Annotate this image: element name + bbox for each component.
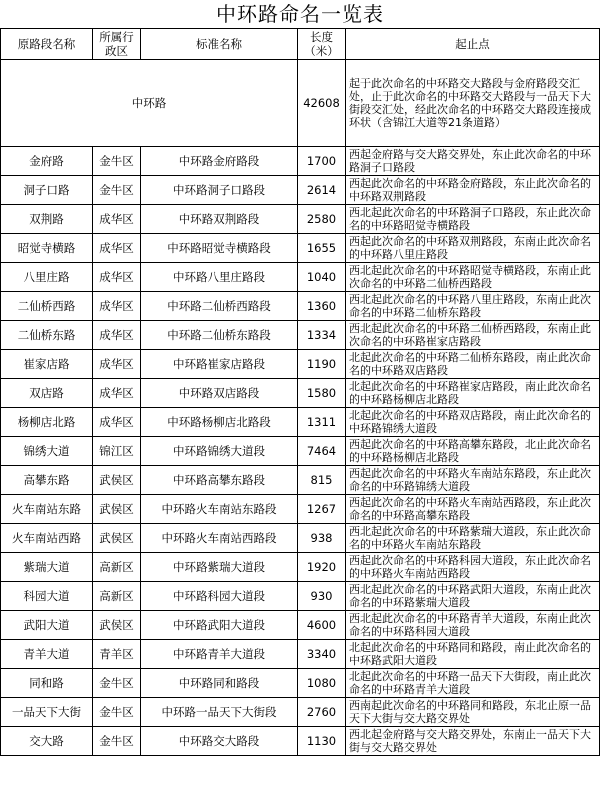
standard-name-cell: 中环路杨柳店北路段 xyxy=(141,408,298,437)
range-cell: 北起此次命名的中环路双店路段，南止此次命名的中环路锦绣大道段 xyxy=(346,408,600,437)
original-name-cell: 火车南站西路 xyxy=(1,524,93,553)
table-row xyxy=(1,466,600,495)
table-row xyxy=(1,234,600,263)
table-row xyxy=(1,205,600,234)
summary-row xyxy=(1,60,600,147)
standard-name-cell: 中环路昭觉寺横路段 xyxy=(141,234,298,263)
district-cell: 成华区 xyxy=(93,234,141,263)
length-cell: 1360 xyxy=(298,292,346,321)
standard-name-cell: 中环路紫瑞大道段 xyxy=(141,553,298,582)
original-name-cell: 武阳大道 xyxy=(1,611,93,640)
standard-name-cell: 中环路火车南站西路段 xyxy=(141,524,298,553)
range-cell: 西北起此次命名的中环路八里庄路段，东南止此次命名的中环路二仙桥东路段 xyxy=(346,292,600,321)
district-cell: 高新区 xyxy=(93,553,141,582)
table-row xyxy=(1,437,600,466)
length-cell: 1655 xyxy=(298,234,346,263)
length-cell: 1920 xyxy=(298,553,346,582)
district-cell: 成华区 xyxy=(93,292,141,321)
standard-name-cell: 中环路同和路段 xyxy=(141,669,298,698)
table-row xyxy=(1,379,600,408)
standard-name-cell: 中环路二仙桥东路段 xyxy=(141,321,298,350)
length-cell: 1080 xyxy=(298,669,346,698)
length-cell: 1700 xyxy=(298,147,346,176)
original-name-cell: 二仙桥东路 xyxy=(1,321,93,350)
standard-name-cell: 中环路高攀东路段 xyxy=(141,466,298,495)
standard-name-cell: 中环路洞子口路段 xyxy=(141,176,298,205)
length-cell: 1130 xyxy=(298,727,346,756)
length-cell: 1267 xyxy=(298,495,346,524)
district-cell: 金牛区 xyxy=(93,147,141,176)
district-cell: 金牛区 xyxy=(93,727,141,756)
table-row xyxy=(1,350,600,379)
original-name-cell: 洞子口路 xyxy=(1,176,93,205)
original-name-cell: 双荆路 xyxy=(1,205,93,234)
length-cell: 1580 xyxy=(298,379,346,408)
range-cell: 西起此次命名的中环路火车南站东路段，东止此次命名的中环路锦绣大道段 xyxy=(346,466,600,495)
district-cell: 高新区 xyxy=(93,582,141,611)
district-cell: 金牛区 xyxy=(93,698,141,727)
length-cell: 3340 xyxy=(298,640,346,669)
page-title: 中环路命名一览表 xyxy=(216,2,384,26)
range-cell: 北起此次命名的中环路一品天下大街段，南止此次命名的中环路青羊大道段 xyxy=(346,669,600,698)
range-cell: 北起此次命名的中环路二仙桥东路段，南止此次命名的中环路双店路段 xyxy=(346,350,600,379)
length-cell: 2760 xyxy=(298,698,346,727)
range-cell: 西起此次命名的中环路科园大道段，东止此次命名的中环路火车南站西路段 xyxy=(346,553,600,582)
table-row xyxy=(1,263,600,292)
length-cell: 1311 xyxy=(298,408,346,437)
standard-name-cell: 中环路武阳大道段 xyxy=(141,611,298,640)
length-cell: 938 xyxy=(298,524,346,553)
standard-name-cell: 中环路崔家店路段 xyxy=(141,350,298,379)
original-name-cell: 青羊大道 xyxy=(1,640,93,669)
standard-name-cell: 中环路火车南站东路段 xyxy=(141,495,298,524)
range-cell: 北起此次命名的中环路同和路段，南止此次命名的中环路武阳大道段 xyxy=(346,640,600,669)
length-cell: 7464 xyxy=(298,437,346,466)
district-cell: 武侯区 xyxy=(93,611,141,640)
standard-name-cell: 中环路二仙桥西路段 xyxy=(141,292,298,321)
table-row xyxy=(1,321,600,350)
range-cell: 西起此次命名的中环路双荆路段，东南止此次命名的中环路八里庄路段 xyxy=(346,234,600,263)
original-name-cell: 昭觉寺横路 xyxy=(1,234,93,263)
table-row xyxy=(1,669,600,698)
original-name-cell: 交大路 xyxy=(1,727,93,756)
range-cell: 西北起此次命名的中环路青羊大道段，东南止此次命名的中环路科园大道段 xyxy=(346,611,600,640)
length-cell: 1040 xyxy=(298,263,346,292)
table-row xyxy=(1,698,600,727)
range-cell: 西北起此次命名的中环路紫瑞大道段，东止此次命名的中环路火车南站东路段 xyxy=(346,524,600,553)
table-row xyxy=(1,553,600,582)
district-cell: 成华区 xyxy=(93,379,141,408)
district-cell: 成华区 xyxy=(93,263,141,292)
table-row xyxy=(1,640,600,669)
length-cell: 2580 xyxy=(298,205,346,234)
table-row xyxy=(1,495,600,524)
range-cell: 西北起此次命名的中环路武阳大道段，东南止此次命名的中环路紫瑞大道段 xyxy=(346,582,600,611)
original-name-cell: 高攀东路 xyxy=(1,466,93,495)
district-cell: 成华区 xyxy=(93,321,141,350)
district-cell: 成华区 xyxy=(93,350,141,379)
range-cell: 西南起此次命名的中环路同和路段，东北止原一品天下大街与交大路交界处 xyxy=(346,698,600,727)
range-cell: 西起此次命名的中环路火车南站西路段，东止此次命名的中环路高攀东路段 xyxy=(346,495,600,524)
table-row xyxy=(1,147,600,176)
length-cell: 4600 xyxy=(298,611,346,640)
district-cell: 锦江区 xyxy=(93,437,141,466)
standard-name-cell: 中环路锦绣大道段 xyxy=(141,437,298,466)
original-name-cell: 二仙桥西路 xyxy=(1,292,93,321)
original-name-cell: 锦绣大道 xyxy=(1,437,93,466)
original-name-cell: 杨柳店北路 xyxy=(1,408,93,437)
header-row xyxy=(1,29,600,60)
length-cell: 1190 xyxy=(298,350,346,379)
length-cell: 815 xyxy=(298,466,346,495)
summary-name: 中环路 xyxy=(1,60,298,147)
table-row xyxy=(1,292,600,321)
original-name-cell: 八里庄路 xyxy=(1,263,93,292)
naming-table xyxy=(0,28,600,756)
original-name-cell: 紫瑞大道 xyxy=(1,553,93,582)
table-row xyxy=(1,408,600,437)
range-cell: 西北起金府路与交大路交界处，东南止一品天下大街与交大路交界处 xyxy=(346,727,600,756)
range-cell: 西起此次命名的中环路高攀东路段，北止此次命名的中环路杨柳店北路段 xyxy=(346,437,600,466)
original-name-cell: 崔家店路 xyxy=(1,350,93,379)
length-cell: 2614 xyxy=(298,176,346,205)
length-cell: 930 xyxy=(298,582,346,611)
original-name-cell: 一品天下大街 xyxy=(1,698,93,727)
summary-length: 42608 xyxy=(298,60,346,147)
original-name-cell: 双店路 xyxy=(1,379,93,408)
district-cell: 金牛区 xyxy=(93,669,141,698)
district-cell: 成华区 xyxy=(93,205,141,234)
standard-name-cell: 中环路交大路段 xyxy=(141,727,298,756)
header-start-end: 起止点 xyxy=(346,29,600,60)
table-row xyxy=(1,611,600,640)
standard-name-cell: 中环路双店路段 xyxy=(141,379,298,408)
header-standard-name: 标准名称 xyxy=(141,29,298,60)
range-cell: 西起此次命名的中环路金府路段，东止此次命名的中环路双荆路段 xyxy=(346,176,600,205)
standard-name-cell: 中环路青羊大道段 xyxy=(141,640,298,669)
table-row xyxy=(1,727,600,756)
header-length: 长度（米） xyxy=(298,29,346,60)
standard-name-cell: 中环路科园大道段 xyxy=(141,582,298,611)
standard-name-cell: 中环路八里庄路段 xyxy=(141,263,298,292)
header-original-name: 原路段名称 xyxy=(1,29,93,60)
district-cell: 金牛区 xyxy=(93,176,141,205)
range-cell: 西起金府路与交大路交界处，东止此次命名的中环路洞子口路段 xyxy=(346,147,600,176)
range-cell: 西北起此次命名的中环路昭觉寺横路段，东南止此次命名的中环路二仙桥西路段 xyxy=(346,263,600,292)
district-cell: 武侯区 xyxy=(93,524,141,553)
header-district: 所属行政区 xyxy=(93,29,141,60)
original-name-cell: 科园大道 xyxy=(1,582,93,611)
original-name-cell: 同和路 xyxy=(1,669,93,698)
length-cell: 1334 xyxy=(298,321,346,350)
range-cell: 北起此次命名的中环路崔家店路段，南止此次命名的中环路杨柳店北路段 xyxy=(346,379,600,408)
range-cell: 西北起此次命名的中环路二仙桥西路段，东南止此次命名的中环路崔家店路段 xyxy=(346,321,600,350)
table-row xyxy=(1,582,600,611)
district-cell: 青羊区 xyxy=(93,640,141,669)
standard-name-cell: 中环路一品天下大街段 xyxy=(141,698,298,727)
district-cell: 武侯区 xyxy=(93,466,141,495)
table-row xyxy=(1,524,600,553)
standard-name-cell: 中环路金府路段 xyxy=(141,147,298,176)
district-cell: 成华区 xyxy=(93,408,141,437)
table-row xyxy=(1,176,600,205)
district-cell: 武侯区 xyxy=(93,495,141,524)
range-cell: 西北起此次命名的中环路洞子口路段，东止此次命名的中环路昭觉寺横路段 xyxy=(346,205,600,234)
original-name-cell: 火车南站东路 xyxy=(1,495,93,524)
original-name-cell: 金府路 xyxy=(1,147,93,176)
summary-range: 起于此次命名的中环路交大路段与金府路段交汇处，止于此次命名的中环路交大路段与一品天下大街段交汇处，经此次命名的中环路交大路段连接成环状（含锦江大道等21条道路） xyxy=(346,60,600,147)
standard-name-cell: 中环路双荆路段 xyxy=(141,205,298,234)
